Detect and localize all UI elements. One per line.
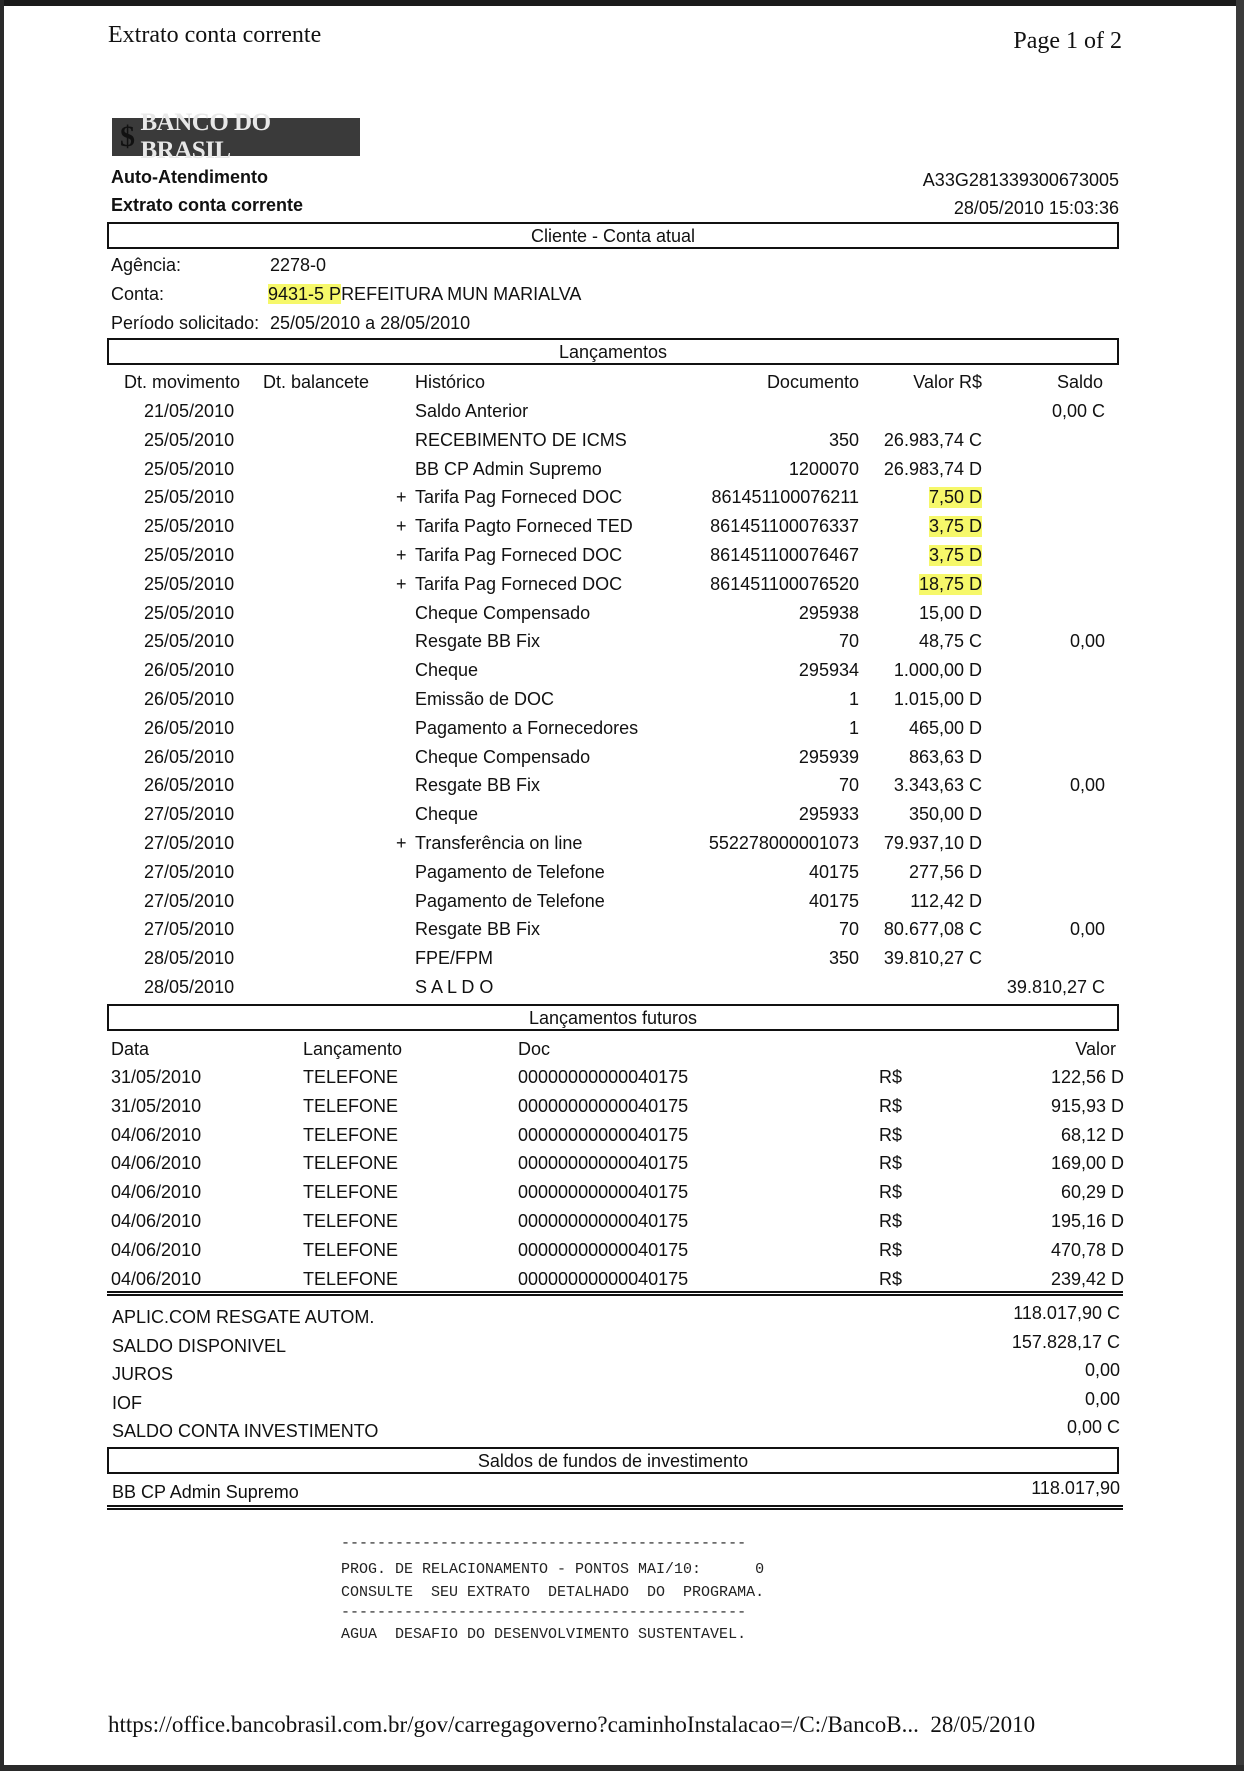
col-documento: Documento	[766, 372, 859, 392]
lancamento-historico: S A L D O	[415, 977, 494, 997]
futuros-header-row	[0, 1039, 1244, 1067]
futuro-doc: 00000000000040175	[518, 1239, 689, 1260]
lancamento-row	[0, 545, 1244, 573]
lancamento-documento: 1200070	[788, 458, 859, 479]
lancamento-date: 27/05/2010	[144, 890, 235, 911]
lancamento-date: 25/05/2010	[144, 458, 235, 479]
futuro-doc: 00000000000040175	[518, 1095, 689, 1116]
futuro-lancamento: TELEFONE	[303, 1182, 399, 1203]
lancamento-valor: 18,75 D	[918, 573, 982, 594]
lancamento-valor: 863,63 D	[908, 746, 982, 767]
lancamento-row	[0, 747, 1244, 775]
agencia-label: Agência:	[111, 255, 182, 275]
lancamento-valor: 80.677,08 C	[883, 919, 982, 940]
promo-line-1: PROG. DE RELACIONAMENTO - PONTOS MAI/10: 0	[341, 1561, 765, 1578]
futuro-lancamento: TELEFONE	[303, 1211, 399, 1231]
lancamento-row	[0, 804, 1244, 832]
lancamento-historico: Cheque	[415, 660, 479, 681]
lancamento-documento: 552278000001073	[708, 833, 859, 853]
lancamento-plus: +	[396, 487, 407, 508]
lancamento-documento: 295938	[798, 602, 859, 623]
scan-edge-top	[0, 0, 1244, 6]
col-data: Data	[111, 1039, 150, 1059]
futuro-currency: R$	[879, 1095, 903, 1116]
futuro-row	[0, 1125, 1244, 1153]
lancamento-row	[0, 603, 1244, 631]
summary-value: 0,00 C	[1066, 1417, 1120, 1437]
lancamento-historico: Tarifa Pag Forneced DOC	[415, 545, 623, 565]
doc-title: Extrato conta corrente	[111, 195, 304, 215]
lancamento-historico: Resgate BB Fix	[415, 631, 541, 652]
lancamento-valor: 1.015,00 D	[893, 689, 982, 709]
lancamento-historico: Transferência on line	[415, 833, 583, 853]
footer-url: https://office.bancobrasil.com.br/gov/carregagoverno?caminhoInstalacao=/C:/BancoB...	[108, 1712, 919, 1737]
futuro-lancamento: TELEFONE	[303, 1268, 399, 1289]
client-section-header: Cliente - Conta atual	[107, 222, 1119, 249]
lancamento-historico: Cheque Compensado	[415, 746, 591, 767]
lancamento-valor: 350,00 D	[908, 804, 982, 825]
double-divider	[107, 1291, 1123, 1296]
summary-value: 157.828,17 C	[1011, 1331, 1120, 1352]
lancamento-row	[0, 430, 1244, 458]
lancamento-row	[0, 631, 1244, 659]
promo-line-2: CONSULTE SEU EXTRATO DETALHADO DO PROGRAMA.	[341, 1584, 765, 1601]
summary-label: SALDO CONTA INVESTIMENTO	[112, 1421, 379, 1441]
lancamento-saldo: 0,00 C	[1051, 401, 1105, 421]
futuro-doc: 00000000000040175	[518, 1124, 689, 1145]
lancamento-date: 26/05/2010	[144, 746, 235, 767]
lancamento-row	[0, 891, 1244, 919]
lancamento-historico: Saldo Anterior	[415, 401, 529, 421]
lancamento-row	[0, 459, 1244, 487]
footer-date: 28/05/2010	[930, 1712, 1036, 1737]
lancamento-saldo: 0,00	[1069, 631, 1105, 652]
banco-do-brasil-logo-icon: $	[120, 120, 135, 153]
lancamento-plus: +	[396, 573, 407, 594]
lancamento-valor: 3,75 D	[928, 516, 982, 537]
lancamento-date: 25/05/2010	[144, 573, 235, 594]
statement-datetime: 28/05/2010 15:03:36	[953, 198, 1119, 218]
col-saldo: Saldo	[1056, 372, 1103, 392]
lancamento-historico: Pagamento de Telefone	[415, 890, 605, 911]
summary-label: APLIC.COM RESGATE AUTOM.	[112, 1307, 375, 1327]
conta-name: REFEITURA MUN MARIALVA	[341, 284, 582, 304]
lancamento-valor: 79.937,10 D	[883, 833, 982, 853]
futuros-section-header: Lançamentos futuros	[107, 1004, 1119, 1031]
lancamento-valor: 26.983,74 C	[883, 429, 982, 450]
lancamento-documento: 861451100076337	[710, 516, 859, 537]
lancamento-documento: 350	[828, 429, 859, 450]
futuro-doc: 00000000000040175	[518, 1211, 689, 1231]
scan-edge-bottom	[0, 1765, 1244, 1771]
conta-number: 9431-5 P	[268, 284, 342, 304]
lancamento-documento: 295934	[798, 660, 859, 681]
lancamento-date: 25/05/2010	[144, 429, 235, 450]
lancamento-row	[0, 919, 1244, 947]
lancamento-documento: 70	[838, 631, 859, 652]
futuro-lancamento: TELEFONE	[303, 1239, 399, 1260]
lancamento-historico: Tarifa Pagto Forneced TED	[415, 516, 633, 537]
futuro-valor: 239,42 D	[1050, 1268, 1124, 1289]
lancamento-valor: 26.983,74 D	[883, 458, 982, 479]
summary-label: JUROS	[112, 1364, 174, 1384]
lancamento-saldo: 0,00	[1069, 775, 1105, 796]
lancamento-historico: Emissão de DOC	[415, 689, 555, 709]
lancamento-plus: +	[396, 516, 407, 537]
col-historico: Histórico	[415, 372, 486, 392]
futuro-currency: R$	[879, 1124, 903, 1145]
futuro-doc: 00000000000040175	[518, 1268, 689, 1289]
conta-value	[268, 284, 581, 305]
page-indicator: Page 1 of 2	[1013, 28, 1122, 54]
col-doc: Doc	[518, 1039, 551, 1059]
lancamento-row	[0, 574, 1244, 602]
col-valor: Valor R$	[913, 372, 982, 392]
lancamento-date: 28/05/2010	[144, 977, 235, 997]
futuro-doc: 00000000000040175	[518, 1182, 689, 1203]
lancamento-documento: 1	[848, 689, 859, 709]
lancamento-historico: Tarifa Pag Forneced DOC	[415, 487, 623, 508]
lancamento-row	[0, 775, 1244, 803]
lancamento-historico: Cheque Compensado	[415, 602, 591, 623]
bank-logo-text: BANCO DO BRASIL	[140, 109, 271, 164]
col-valor-futuro: Valor	[1075, 1039, 1116, 1059]
summary-row	[0, 1331, 1244, 1364]
lancamento-documento: 861451100076211	[711, 487, 859, 508]
futuro-valor: 122,56 D	[1050, 1067, 1124, 1087]
futuro-date: 04/06/2010	[111, 1211, 202, 1231]
lancamento-row	[0, 833, 1244, 861]
futuro-date: 04/06/2010	[111, 1153, 202, 1174]
summary-row	[0, 1360, 1244, 1392]
lancamentos-section-header: Lançamentos	[107, 338, 1119, 365]
promo-line-3: AGUA DESAFIO DO DESENVOLVIMENTO SUSTENTAVEL.	[341, 1626, 747, 1643]
lancamento-valor: 7,50 D	[928, 487, 982, 508]
bank-logo	[112, 109, 360, 164]
futuro-valor: 169,00 D	[1050, 1153, 1124, 1174]
summary-value: 0,00	[1084, 1360, 1120, 1380]
futuro-doc: 00000000000040175	[518, 1067, 689, 1087]
lancamento-valor: 1.000,00 D	[893, 660, 982, 681]
lancamento-valor: 3,75 D	[928, 545, 982, 565]
lancamento-valor: 465,00 D	[908, 717, 982, 738]
lancamento-row	[0, 862, 1244, 890]
summary-row	[0, 1417, 1244, 1449]
col-lancamento: Lançamento	[303, 1039, 403, 1059]
lancamento-documento: 40175	[808, 890, 859, 911]
col-dt-balancete: Dt. balancete	[263, 372, 370, 392]
lancamento-valor: 3.343,63 C	[893, 775, 982, 796]
futuro-currency: R$	[879, 1239, 903, 1260]
fundo-label: BB CP Admin Supremo	[112, 1482, 299, 1502]
lancamento-saldo: 0,00	[1069, 919, 1105, 940]
lancamento-row	[0, 516, 1244, 544]
statement-code: A33G281339300673005	[922, 170, 1119, 190]
lancamento-documento: 70	[838, 775, 859, 796]
lancamento-row	[0, 660, 1244, 688]
futuro-lancamento: TELEFONE	[303, 1124, 399, 1145]
lancamento-date: 27/05/2010	[144, 919, 235, 940]
futuro-currency: R$	[879, 1182, 903, 1203]
lancamento-date: 27/05/2010	[144, 861, 235, 882]
summary-value: 0,00	[1084, 1388, 1120, 1409]
futuro-currency: R$	[879, 1153, 903, 1174]
promo-dashes-top: ---------------------------------------------	[341, 1535, 747, 1552]
lancamento-date: 27/05/2010	[144, 804, 235, 825]
fundos-divider	[107, 1505, 1123, 1510]
lancamento-date: 28/05/2010	[144, 948, 235, 969]
lancamento-plus: +	[396, 545, 407, 565]
futuro-lancamento: TELEFONE	[303, 1153, 399, 1174]
print-footer	[108, 1712, 1035, 1738]
lancamento-row	[0, 948, 1244, 976]
futuro-row	[0, 1067, 1244, 1095]
futuro-valor: 470,78 D	[1050, 1239, 1124, 1260]
futuro-date: 31/05/2010	[111, 1067, 202, 1087]
futuro-currency: R$	[879, 1067, 903, 1087]
agencia-value: 2278-0	[270, 255, 327, 275]
lancamento-historico: Tarifa Pag Forneced DOC	[415, 573, 623, 594]
lancamento-date: 25/05/2010	[144, 631, 235, 652]
lancamentos-header-row	[0, 372, 1244, 400]
futuro-row	[0, 1096, 1244, 1124]
lancamento-historico: Cheque	[415, 804, 479, 825]
lancamento-date: 21/05/2010	[144, 401, 235, 421]
lancamento-row	[0, 689, 1244, 717]
lancamento-historico: Resgate BB Fix	[415, 775, 541, 796]
lancamento-row	[0, 977, 1244, 1005]
lancamento-date: 27/05/2010	[144, 833, 235, 853]
col-dt-movimento: Dt. movimento	[124, 372, 241, 392]
lancamento-date: 25/05/2010	[144, 545, 235, 565]
lancamento-valor: 112,42 D	[910, 890, 982, 911]
lancamento-historico: Resgate BB Fix	[415, 919, 541, 940]
lancamento-row	[0, 718, 1244, 746]
lancamento-documento: 1	[848, 717, 859, 738]
futuro-date: 04/06/2010	[111, 1268, 202, 1289]
lancamento-documento: 861451100076520	[710, 573, 859, 594]
lancamento-valor: 277,56 D	[908, 861, 982, 882]
periodo-label: Período solicitado:	[111, 313, 260, 333]
promo-dashes-bottom: ---------------------------------------------	[341, 1604, 747, 1621]
lancamento-historico: FPE/FPM	[415, 948, 494, 969]
futuro-row	[0, 1211, 1244, 1239]
lancamento-row	[0, 487, 1244, 515]
lancamento-valor: 15,00 D	[918, 602, 982, 623]
futuro-date: 04/06/2010	[111, 1124, 202, 1145]
futuro-date: 04/06/2010	[111, 1239, 202, 1260]
futuro-lancamento: TELEFONE	[303, 1067, 399, 1087]
lancamento-valor: 48,75 C	[918, 631, 982, 652]
lancamento-date: 26/05/2010	[144, 660, 235, 681]
lancamento-historico: RECEBIMENTO DE ICMS	[415, 429, 627, 450]
futuro-currency: R$	[879, 1211, 903, 1231]
lancamento-documento: 295933	[798, 804, 859, 825]
conta-label: Conta:	[111, 284, 165, 304]
lancamento-documento: 861451100076467	[710, 545, 859, 565]
lancamento-date: 25/05/2010	[144, 602, 235, 623]
lancamento-historico: Pagamento a Fornecedores	[415, 717, 639, 738]
summary-value: 118.017,90 C	[1013, 1303, 1120, 1323]
fundos-section-header: Saldos de fundos de investimento	[107, 1447, 1119, 1474]
service-title: Auto-Atendimento	[111, 167, 268, 187]
futuro-valor: 195,16 D	[1050, 1211, 1124, 1231]
futuro-lancamento: TELEFONE	[303, 1095, 399, 1116]
periodo-value: 25/05/2010 a 28/05/2010	[270, 313, 471, 333]
futuro-valor: 60,29 D	[1060, 1182, 1124, 1203]
lancamento-date: 25/05/2010	[144, 487, 235, 508]
futuro-date: 04/06/2010	[111, 1182, 202, 1203]
lancamento-row	[0, 401, 1244, 429]
summary-label: SALDO DISPONIVEL	[112, 1335, 287, 1356]
lancamento-saldo: 39.810,27 C	[1006, 977, 1105, 997]
lancamento-historico: Pagamento de Telefone	[415, 861, 605, 882]
futuro-doc: 00000000000040175	[518, 1153, 689, 1174]
print-title: Extrato conta corrente	[108, 22, 322, 48]
futuro-row	[0, 1153, 1244, 1181]
summary-label: IOF	[112, 1392, 142, 1413]
summary-row	[0, 1388, 1244, 1421]
lancamento-date: 26/05/2010	[144, 775, 235, 796]
lancamento-valor: 39.810,27 C	[883, 948, 982, 969]
lancamento-plus: +	[396, 833, 407, 853]
lancamento-date: 25/05/2010	[144, 516, 235, 537]
lancamento-documento: 295939	[798, 746, 859, 767]
lancamento-documento: 350	[828, 948, 859, 969]
lancamento-documento: 40175	[808, 861, 859, 882]
lancamento-date: 26/05/2010	[144, 717, 235, 738]
futuro-row	[0, 1240, 1244, 1268]
futuro-currency: R$	[879, 1268, 903, 1289]
lancamento-date: 26/05/2010	[144, 689, 235, 709]
lancamento-historico: BB CP Admin Supremo	[415, 458, 602, 479]
futuro-valor: 68,12 D	[1060, 1124, 1124, 1145]
futuro-date: 31/05/2010	[111, 1095, 202, 1116]
lancamento-documento: 70	[838, 919, 859, 940]
futuro-valor: 915,93 D	[1050, 1095, 1124, 1116]
futuro-row	[0, 1182, 1244, 1210]
fundo-value: 118.017,90	[1031, 1478, 1120, 1498]
